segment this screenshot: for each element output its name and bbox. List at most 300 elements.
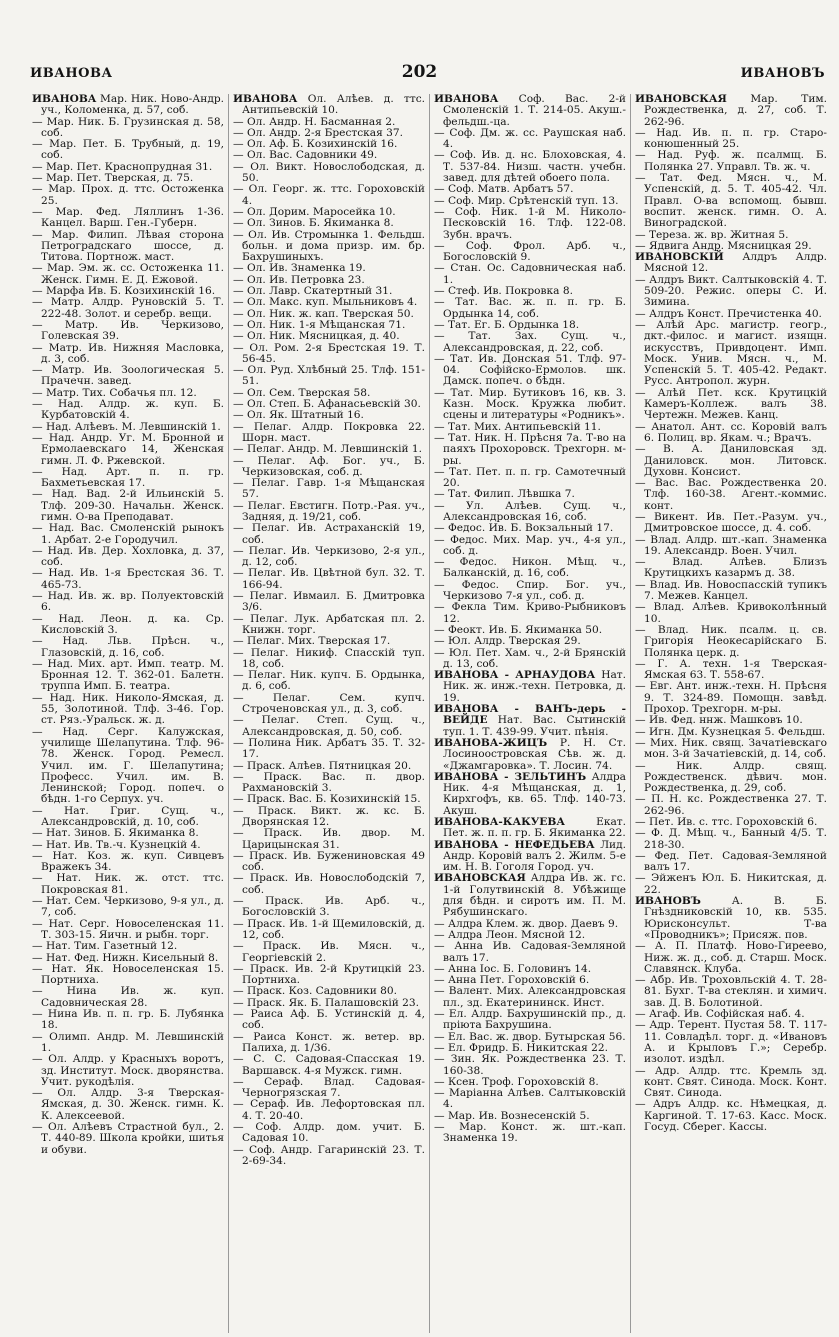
surname-heading: ИВАНОВА - ВАНЪ-дерь - ВЕЙДЕ: [434, 703, 626, 727]
directory-entry: [434, 772, 626, 817]
entry-text: — Ол. Дорим. Маросейка 10.: [233, 205, 396, 218]
entry-text: А. В. Б. Гнѣздниковскій 10, кв. 535. Юрисконсульт. Т-ва «Проводникъ»; Присяж. пов.: [644, 895, 827, 941]
surname-heading: ИВАНОВСКІЙ: [635, 251, 724, 264]
directory-entry: [434, 241, 626, 264]
entry-text: — Пелаг. Степ. Сущ. ч., Александровская, д. 50, соб.: [233, 714, 425, 738]
entry-text: — Анатол. Ант. сс. Коровій валъ 6. Полиц. вр. Якам. ч.; Врачъ.: [635, 420, 827, 444]
entry-text: — Мар. Пет. Б. Трубный, д. 19, соб.: [32, 138, 224, 162]
entry-text: — Пелаг. Лук. Арбатская пл. 2. Книжн. торг.: [233, 612, 425, 636]
directory-entry: [32, 117, 224, 140]
entry-text: — Над. Алѣевъ. М. Левшинскій 1.: [32, 420, 221, 433]
directory-entry: [233, 422, 425, 445]
directory-entry: [434, 94, 626, 128]
directory-entry: [32, 523, 224, 546]
directory-entry: [434, 433, 626, 467]
column-4: [630, 94, 831, 1333]
directory-entry: [32, 1009, 224, 1032]
entry-text: — Маріанна Алѣев. Салтыковскій 4.: [434, 1087, 626, 1111]
entry-text: — Пет. Ив. с. ттс. Гороховскій 6.: [635, 816, 818, 828]
entry-text: Нат. Ник. ж. инж.-техн. Петровка, д. 19.: [443, 669, 626, 704]
running-head-right: ИВАНОВЪ: [740, 66, 825, 81]
directory-entry: [233, 501, 425, 524]
entry-text: — Над. Вас. Смоленскій рынокъ 1. Арбат. 2-е Городучил.: [32, 522, 224, 546]
directory-entry: [233, 851, 425, 874]
directory-entry: [233, 1099, 425, 1122]
directory-entry: [32, 693, 224, 727]
directory-entry: [635, 557, 827, 580]
entry-text: — Тат. Пет. п. п. гр. Самотечный 20.: [434, 465, 626, 490]
entry-text: — Тат. Ив. Донская 51. Тлф. 97-04. Софійско-Ермолов. шк. Дамск. попеч. о бѣдн.: [434, 352, 626, 388]
entry-text: — Праск. Ив. Арб. ч., Богословскій 3.: [233, 895, 425, 919]
directory-entry: [233, 1009, 425, 1032]
directory-entry: [233, 715, 425, 738]
directory-entry: [32, 297, 224, 320]
entry-text: — Эйженъ Юл. Б. Никитская, д. 22.: [635, 872, 827, 896]
entry-text: — Ол. Сем. Тверская 58.: [233, 386, 371, 399]
entry-text: — Пелаг. Евстигн. Потр.-Рая. уч., Задняя, д. 19/21, соб.: [233, 499, 425, 523]
directory-entry: [233, 1054, 425, 1077]
entry-text: — Юл. Пет. Хам. ч., 2-й Брянскій д. 13, соб.: [434, 646, 626, 670]
entry-text: — Стан. Ос. Садовническая наб. 1.: [434, 262, 626, 286]
entry-text: — Феокт. Ив. Б. Якиманка 50.: [434, 623, 603, 636]
entry-text: — Нат. Григ. Сущ. ч., Александровскій, д. 10, соб.: [32, 804, 224, 828]
directory-entry: [434, 535, 626, 558]
directory-entry: [434, 580, 626, 603]
directory-entry: [635, 625, 827, 659]
entry-text: — Агаф. Ив. Софійская наб. 4.: [635, 1008, 805, 1021]
directory-entry: [233, 478, 425, 501]
entry-text: — Ол. Викт. Новослободская, д. 50.: [233, 160, 425, 185]
entry-text: — Мар. Пет. Краснопрудная 31.: [32, 160, 213, 173]
entry-text: — Праск. Ив. 2-й Крутицкій 23. Портниха.: [233, 962, 425, 987]
entry-text: Алдръ Алдр. Мясной 12.: [644, 251, 828, 275]
entry-text: — Юл. Алдр. Тверская 29.: [434, 635, 581, 648]
directory-entry: [233, 456, 425, 479]
directory-entry: [635, 602, 827, 625]
entry-text: — Алдра Клем. ж. двор. Даевъ 9.: [434, 917, 619, 930]
directory-entry: [635, 761, 827, 795]
entry-text: — Фекла Тим. Криво-Рыбниковъ 12.: [434, 601, 626, 625]
directory-entry: [635, 150, 827, 173]
directory-entry: [32, 806, 224, 829]
directory-entry: [32, 365, 224, 388]
page-number: 202: [401, 62, 438, 82]
entry-text: — Мар. Конст. ж. шт.-кап. Знаменка 19.: [434, 1121, 626, 1145]
directory-entry: [233, 230, 425, 264]
entry-text: — Праск. Викт. ж. кс. Б. Дворянская 12.: [233, 804, 425, 828]
directory-entry: [434, 817, 626, 840]
directory-entry: [32, 614, 224, 637]
entry-text: — Пелаг. Никиф. Спасскій туп. 18, соб.: [233, 646, 425, 670]
entry-text: Алдра Ник. 4-я Мѣщанская, д. 1, Кирхгофъ, кв. 65. Тлф. 140-73. Акуш.: [443, 770, 626, 817]
entry-text: — Матр. Алдр. Руновскій 5. Т. 222-48. Золот. и серебр. вещи.: [32, 296, 224, 320]
entry-text: — Пелаг. Аф. Бог. уч., Б. Черкизовская, соб. д.: [233, 454, 425, 478]
directory-entry: [32, 1032, 224, 1055]
directory-entry: [233, 365, 425, 388]
entry-text: — Раиса Конст. ж. ветер. вр. Палиха, д. 1/36.: [233, 1030, 425, 1054]
entry-text: — Адръ Алдр. кс. Нѣмецкая, д. Каргиной. Т. 17-63. Касс. Моск. Госуд. Сберег. Кассы.: [635, 1098, 827, 1134]
directory-entry: [434, 648, 626, 671]
directory-entry: [635, 535, 827, 558]
entry-text: — Нат. Ив. Тв.-ч. Кузнецкій 4.: [32, 838, 201, 851]
directory-entry: [32, 896, 224, 919]
entry-text: — Пелаг. Гавр. 1-я Мѣщанская 57.: [233, 477, 425, 501]
entry-text: — Соф. Алдр. дом. учит. Б. Садовая 10.: [233, 1121, 425, 1145]
directory-entry: [233, 772, 425, 795]
entry-text: — Ол. Алѣевъ Страстной бул., 2. Т. 440-89. Школа кройки, шитья и обуви.: [32, 1121, 224, 1156]
directory-entry: [434, 128, 626, 151]
directory-entry: [635, 580, 827, 603]
entry-text: — Ул. Алѣев. Сущ. ч., Александровская 16, соб.: [434, 499, 626, 523]
entry-text: — Матр. Ив. Зоологическая 5. Прачечн. завед.: [32, 364, 224, 388]
entry-text: — Над. Леон. д. ка. Ср. Кисловскій 3.: [32, 612, 224, 636]
directory-entry: [32, 139, 224, 162]
entry-text: — Анна Пет. Гороховскій 6.: [434, 974, 590, 987]
surname-heading: ИВАНОВА - АРНАУДОВА: [434, 669, 596, 682]
entry-text: — Влад. Ник. псалм. ц. св. Григорія Неокесарійскаго Б. Полянка церк. д.: [635, 623, 827, 659]
directory-entry: [635, 828, 827, 851]
entry-text: — Праск. Ив. двор. М. Царицынская 31.: [233, 827, 425, 851]
column-3: [429, 94, 630, 1333]
column-2: [228, 94, 429, 1333]
entry-text: — Ол. Андр. 2-я Брестская 37.: [233, 126, 404, 139]
entry-text: — Г. А. техн. 1-я Тверская-Ямская 63. Т. 558-67.: [635, 657, 827, 682]
directory-entry: [32, 727, 224, 806]
entry-text: — Игн. Дм. Кузнецкая 5. Фельдш.: [635, 725, 826, 738]
entry-text: — Праск. Коз. Садовники 80.: [233, 985, 397, 998]
directory-entry: [635, 1066, 827, 1100]
entry-text: — Пелаг. Алдр. Покровка 22. Шорн. маст.: [233, 420, 425, 444]
entry-text: — Влад. Алѣев. Кривоколѣнный 10.: [635, 601, 827, 625]
entry-text: — Соф. Фрол. Арб. ч., Богословскій 9.: [434, 239, 626, 264]
directory-entry: [233, 94, 425, 117]
directory-entry: [32, 636, 224, 659]
running-head-left: ИВАНОВА: [30, 66, 113, 81]
entry-text: — Пелаг. Ник. купч. Б. Ордынка, д. 6, соб.: [233, 669, 425, 693]
directory-entry: [233, 806, 425, 829]
directory-entry: [233, 693, 425, 716]
directory-entry: [32, 399, 224, 422]
entry-text: — Ол. Степ. Б. Афанасьевскій 30.: [233, 398, 421, 411]
directory-entry: [434, 602, 626, 625]
directory-entry: [233, 184, 425, 207]
directory-entry: [32, 964, 224, 987]
directory-entry: [32, 1122, 224, 1156]
entry-text: — Пелаг. Андр. М. Левшинскій 1.: [233, 443, 423, 456]
entry-text: — Над. Мих. арт. Имп. театр. М. Бронная 12. Т. 362-01. Балетн. труппа Имп. Б. театра.: [32, 657, 224, 693]
directory-entry: [32, 433, 224, 467]
entry-text: — Матр. Ив. Нижняя Масловка, д. 3, соб.: [32, 341, 224, 365]
entry-text: — Ол. Макс. куп. Мыльниковъ 4.: [233, 296, 418, 309]
entry-text: — Стеф. Ив. Покровка 8.: [434, 285, 573, 298]
directory-entry: [233, 523, 425, 546]
directory-entry: [635, 173, 827, 229]
entry-text: — Праск. Ив. Новослободскій 7, соб.: [233, 872, 425, 896]
entry-text: — Ол. Андр. Н. Басманная 2.: [233, 115, 396, 128]
surname-heading: ИВАНОВСКАЯ: [434, 872, 526, 885]
entry-text: — Пелаг. Ив. Цвѣтной бул. 32. Т. 166-94.: [233, 567, 425, 591]
entry-text: — Ф. Д. Мѣщ. ч., Банный 4/5. Т. 218-30.: [635, 827, 827, 851]
directory-entry: [233, 591, 425, 614]
surname-heading: ИВАНОВА-КАКУЕВА: [434, 816, 565, 828]
entry-text: — Ол. Алдр. у Красныхъ воротъ, зд. Институт. Моск. дворянства. Учит. рукодѣлія.: [32, 1053, 224, 1088]
directory-entry: [32, 919, 224, 942]
directory-entry: [32, 873, 224, 896]
entry-text: — Тереза. ж. вр. Житная 5.: [635, 228, 789, 241]
entry-text: — Тат. Ник. Н. Прѣсня 7а. Т-во на паяхъ Прохоровск. Трехгорн. м-ры.: [434, 431, 626, 467]
directory-entry: [434, 557, 626, 580]
directory-entry: [434, 263, 626, 286]
directory-entry: [233, 1145, 425, 1168]
entry-text: — Тат. Ег. Б. Ордынка 18.: [434, 318, 580, 331]
entry-text: — Над. Ник. Николо-Ямская, д. 55, Золотиной. Тлф. 3-46. Гор. ст. Ряз.-Уральск. ж. д.: [32, 691, 224, 727]
entry-text: — Тат. Мих. Антипьевскій 11.: [434, 420, 601, 433]
entry-text: — Ол. Аф. Б. Козихинскій 16.: [233, 138, 398, 151]
entry-text: — Нат. Фед. Нижн. Кисельный 8.: [32, 951, 219, 964]
directory-entry: [32, 320, 224, 343]
entry-text: — Над. Ив. 1-я Брестская 36. Т. 465-73.: [32, 567, 224, 591]
directory-entry: [635, 738, 827, 761]
directory-entry: [635, 1020, 827, 1065]
entry-text: — Ол. Лавр. Скатертный 31.: [233, 285, 393, 298]
entry-text: — Мих. Ник. свящ. Зачатіевскаго мон. 3-й Зачатіевскій, д. 14, соб.: [635, 736, 827, 761]
entry-text: — Ксен. Троф. Гороховскій 8.: [434, 1075, 599, 1088]
entry-text: — Пелаг. Сем. купч. Строченовская ул., д. 3, соб.: [233, 691, 425, 716]
directory-entry: [233, 343, 425, 366]
entry-text: — Мар. Прох. д. ттс. Остоженка 25.: [32, 183, 224, 207]
entry-text: — Соф. Ив. д. нс. Блоховская, 4. Т. 537-84. Низш. частн. учебн. завед. для дѣтей обоего пола.: [434, 149, 626, 185]
entry-text: — Сераф. Ив. Лефортовская пл. 4. Т. 20-40.: [233, 1098, 425, 1122]
entry-text: — Ел. Вас. ж. двор. Бутырская 56.: [434, 1030, 626, 1043]
entry-text: Нат. Вас. Сытинскій туп. 1. Т. 439-99. Учит. пѣнія.: [443, 714, 626, 738]
directory-entry: [233, 964, 425, 987]
entry-text: — Федос. Мих. Мар. уч., 4-я ул., соб. д.: [434, 533, 626, 557]
entry-text: — Мар. Ив. Вознесенскій 5.: [434, 1109, 590, 1122]
entry-text: — Алдръ Викт. Салтыковскій 4. Т. 509-20. Режис. оперы С. И. Зимина.: [635, 273, 827, 309]
directory-entry: [635, 681, 827, 715]
directory-entry: [434, 738, 626, 772]
entry-text: — Нат. Сем. Черкизово, 9-я ул., д. 7, соб.: [32, 895, 224, 919]
entry-text: — Ол. Ив. Знаменка 19.: [233, 262, 366, 275]
entry-text: — Ол. Як. Штатный 16.: [233, 409, 364, 422]
directory-entry: [635, 941, 827, 975]
entry-text: — Мар. Эм. ж. сс. Остоженка 11. Женск. Гимн. Е. Д. Ежовой.: [32, 262, 224, 286]
directory-entry: [434, 501, 626, 524]
directory-entry: [635, 851, 827, 874]
directory-entry: [32, 986, 224, 1009]
surname-heading: ИВАНОВА-ЖИЦЪ: [434, 736, 548, 749]
entry-text: — Ол. Ник. ж. кап. Тверская 50.: [233, 307, 414, 320]
directory-entry: [32, 546, 224, 569]
directory-entry: [635, 252, 827, 275]
entry-text: — Ол. Ив. Петровка 23.: [233, 273, 365, 286]
directory-entry: [434, 873, 626, 918]
entry-text: — Нат. Зинов. Б. Якиманка 8.: [32, 827, 199, 840]
entry-text: — Над. Андр. Уг. М. Бронной и Ермолаевскаго 14, Женская гимн. Л. Ф. Ржевской.: [32, 431, 224, 467]
entry-text: — Над. Вад. 2-й Ильинскій 5. Тлф. 209-30. Начальн. Женск. гимн. О-ва Преподават.: [32, 488, 224, 523]
entry-text: — Ол. Георг. ж. ттс. Гороховскій 4.: [233, 183, 425, 207]
entry-text: — Соф. Дм. ж. сс. Раушская наб. 4.: [434, 126, 626, 151]
entry-text: — Олимп. Андр. М. Левшинскій 1.: [32, 1030, 224, 1054]
directory-entry: [32, 851, 224, 874]
directory-entry: [32, 568, 224, 591]
directory-entry: [635, 128, 827, 151]
directory-entry: [233, 941, 425, 964]
entry-text: — Праск. Ив. 1-й Щемиловскій, д. 12, соб.: [233, 917, 425, 941]
directory-entry: [635, 320, 827, 388]
entry-text: — Над. Руф. ж. псалмщ. Б. Полянка 27. Управл. Тв. ж. ч.: [635, 149, 827, 173]
entry-text: — Фед. Пет. Садовая-Земляной валъ 17.: [635, 849, 827, 874]
entry-text: — Федос. Никон. Мѣщ. ч., Балканскій, д. 16, соб.: [434, 556, 626, 580]
directory-entry: [434, 207, 626, 241]
directory-entry: [434, 297, 626, 320]
entry-text: — Соф. Ник. 1-й М. Николо-Песковскій 16. Тлф. 122-08. Зубн. врачъ.: [434, 205, 626, 241]
directory-entry: [635, 388, 827, 422]
entry-text: — Анна Іос. Б. Головинъ 14.: [434, 962, 592, 975]
entry-text: — Валент. Мих. Александровская пл., зд. Екатерининск. Инст.: [434, 985, 626, 1009]
directory-entry: [434, 331, 626, 354]
entry-text: Алдра Ив. ж. гс. 1-й Голутвинскій 8. Убѣжище для бѣдн. и сиротъ им. П. М. Рябушинскаго.: [443, 872, 627, 919]
entry-text: — Пелаг. Ивмаил. Б. Дмитровка 3/6.: [233, 590, 425, 614]
entry-text: — Алдръ Конст. Пречистенка 40.: [635, 307, 822, 320]
directory-entry: [434, 986, 626, 1009]
entry-text: — Марфа Ив. Б. Козихинскій 16.: [32, 285, 216, 298]
entry-text: — Сераф. Влад. Садовая-Черногрязская 7.: [233, 1075, 425, 1100]
entry-text: — Соф. Матв. Арбатъ 57.: [434, 183, 574, 196]
entry-text: — П. Н. кс. Рождественка 27. Т. 262-96.: [635, 793, 827, 817]
entry-text: — Праск. Вас. Б. Козихинскій 15.: [233, 793, 421, 806]
entry-text: — Тат. Зах. Сущ. ч., Александровская, д. 22, соб.: [434, 330, 626, 354]
entry-text: — Тат. Филип. Лѣвшка 7.: [434, 488, 575, 501]
directory-entry: [635, 94, 827, 128]
entry-text: — Ив. Фед. ннж. Машковъ 10.: [635, 714, 803, 727]
entry-text: — Над. Алдр. ж. куп. Б. Курбатовскій 4.: [32, 398, 224, 422]
columns-container: [28, 94, 831, 1333]
surname-heading: ИВАНОВСКАЯ: [635, 94, 727, 105]
surname-heading: ИВАНОВА - НЕФЕДЬЕВА: [434, 838, 595, 851]
entry-text: — Соф. Мир. Срѣтенскій туп. 13.: [434, 194, 619, 207]
entry-text: — Ол. Ник. 1-я Мѣщанская 71.: [233, 318, 406, 331]
surname-heading: ИВАНОВЪ: [635, 895, 701, 908]
entry-text: — Ол. Руд. Хлѣбный 25. Тлф. 151-51.: [233, 364, 425, 388]
entry-text: — Анна Ив. Садовая-Земляной валъ 17.: [434, 940, 626, 964]
entry-text: — Ол. Ив. Стромынка 1. Фельдш. больн. и дома призр. им. бр. Бахрушиныхъ.: [233, 228, 425, 264]
directory-entry: [32, 230, 224, 264]
entry-text: — Праск. Алѣев. Пятницкая 20.: [233, 759, 412, 772]
directory-entry: [233, 614, 425, 637]
entry-text: — Федос. Спир. Бог. уч., Черкизово 7-я ул., соб. д.: [434, 578, 626, 603]
directory-entry: [32, 94, 224, 117]
entry-text: — Над. Льв. Прѣсн. ч., Глазовскій, д. 16, соб.: [32, 635, 224, 659]
entry-text: — Нина Ив. ж. куп. Садовническая 28.: [32, 985, 224, 1009]
entry-text: Мар. Ник. Ново-Андр. уч., Коломенка, д. 57, соб.: [41, 94, 224, 117]
surname-heading: ИВАНОВА: [233, 94, 298, 105]
entry-text: — Над. Ив. ж. вр. Полуектовскій 6.: [32, 590, 224, 614]
directory-entry: [635, 275, 827, 309]
directory-entry: [233, 1077, 425, 1100]
directory-entry: [32, 263, 224, 286]
entry-text: — Влад. Ив. Новоспасскій тупикъ 7. Межев. Канцел.: [635, 578, 827, 603]
entry-text: — Алѣй Пет. кск. Крутицкій Камеръ-Коллеж. валъ 38. Чертежн. Межев. Канц.: [635, 386, 827, 422]
directory-entry: [32, 659, 224, 693]
directory-entry: [233, 568, 425, 591]
directory-entry: [32, 184, 224, 207]
entry-text: Р. Н. Ст. Лосиноостровская Сѣв. ж. д. «Джамгаровка». Т. Лосин. 74.: [443, 736, 626, 772]
entry-text: — Викент. Ив. Пет.-Разум. уч., Дмитровское шоссе, д. 4. соб.: [635, 510, 827, 535]
entry-text: — Ол. Алдр. 3-я Тверская-Ямская, д. 30. Женск. гимн. К. К. Алексеевой.: [32, 1087, 224, 1122]
entry-text: — Над. Арт. п. п. гр. Бахметьевская 17.: [32, 465, 224, 490]
entry-text: — Полина Ник. Арбатъ 35. Т. 32-17.: [233, 736, 425, 761]
directory-entry: [635, 896, 827, 941]
entry-text: — Евг. Ант. инж.-техн. Н. Прѣсня 9. Т. 324-89. Помощн. завѣд. Прохор. Трехгорн. м-ры.: [635, 680, 827, 716]
directory-entry: [434, 150, 626, 184]
entry-text: Ол. Алѣев. д. ттс. Антипьевскій 10.: [242, 94, 425, 117]
directory-entry: [434, 1122, 626, 1145]
entry-text: — Мар. Пет. Тверская, д. 75.: [32, 172, 194, 185]
entry-text: — Мар. Ник. Б. Грузинская д. 58, соб.: [32, 115, 224, 139]
directory-entry: [32, 591, 224, 614]
entry-text: — Ол. Ром. 2-я Брестская 19. Т. 56-45.: [233, 341, 425, 365]
entry-text: — Ол. Вас. Садовники 49.: [233, 149, 378, 162]
directory-entry: [32, 207, 224, 230]
entry-text: — Мар. Филип. Лѣвая сторона Петроградскаго шоссе, д. Титова. Портнож. маст.: [32, 228, 224, 264]
directory-entry: [233, 162, 425, 185]
entry-text: — Нат. Тим. Газетный 12.: [32, 940, 178, 953]
directory-entry: [635, 422, 827, 445]
entry-text: — Ник. Алдр. свящ. Рождественск. дѣвич. мон. Рождественка, д. 29, соб.: [635, 759, 827, 795]
entry-text: — Над. Ив. п. п. гр. Старо-конюшенный 25.: [635, 126, 827, 151]
directory-entry: [434, 1009, 626, 1032]
entry-text: — Над. Серг. Калужская, училище Шелапутина. Тлф. 96-78. Женск. Город. Ремесл. Учил. им. Г. Шелапутина; Професс. Учил. им. В. Ленинской; Город. попеч. о бѣдн. 1-го Серпух. уч.: [32, 725, 224, 806]
directory-entry: [32, 1088, 224, 1122]
entry-text: — Праск. Ив. Мясн. ч., Георгіевскій 2.: [233, 940, 425, 964]
entry-text: — Праск. Як. Б. Палашовскій 23.: [233, 996, 420, 1009]
entry-text: — Адр. Терент. Пустая 58. Т. 117-11. Совладѣл. торг. д. «Ивановъ А. и Крыловъ Г.»; Серебр. изолот. издѣл.: [635, 1019, 827, 1066]
entry-text: — Ол. Ник. Мясницкая, д. 40.: [233, 330, 400, 343]
entry-text: — А. П. Платф. Ново-Гиреево, Ниж. ж. д., соб. д. Старш. Моск. Славянск. Клуба.: [635, 940, 827, 975]
entry-text: — Абр. Ив. Троховльскій 4. Т. 28-81. Бухг. Т-ва стеклян. и химич. зав. Д. В. Болотиной.: [635, 974, 827, 1009]
entry-text: — Нат. Коз. ж. куп. Сивцевъ Вражекъ 34.: [32, 849, 224, 874]
entry-text: — Ол. Зинов. Б. Якиманка 8.: [233, 217, 394, 230]
entry-text: — Зин. Як. Рождественка 23. Т. 160-38.: [434, 1053, 626, 1077]
directory-entry: [635, 873, 827, 896]
entry-text: — Адр. Алдр. ттс. Кремль зд. конт. Свят. Синода. Моск. Конт. Свят. Синода.: [635, 1064, 827, 1100]
directory-entry: [434, 704, 626, 738]
directory-entry: [635, 659, 827, 682]
entry-text: — Соф. Андр. Гагаринскій 23. Т. 2-69-34.: [233, 1143, 425, 1167]
entry-text: — Мар. Фед. Ляллинъ 1-36. Канцел. Варш. Ген.-Губерн.: [32, 205, 224, 230]
entry-text: — С. С. Садовая-Спасская 19. Варшавск. 4-я Мужск. гимн.: [233, 1053, 425, 1077]
entry-text: — Матр. Тих. Собачья пл. 12.: [32, 386, 197, 399]
entry-text: — Пелаг. Ив. Черкизово, 2-я ул., д. 12, соб.: [233, 544, 425, 569]
surname-heading: ИВАНОВА: [434, 94, 499, 105]
entry-text: — Праск. Вас. п. двор. Рахмановскій 3.: [233, 770, 425, 795]
entry-text: — Нат. Як. Новоселенская 15. Портниха.: [32, 962, 224, 987]
entry-text: — Праск. Ив. Бужениновская 49 соб.: [233, 849, 425, 874]
directory-entry: [233, 828, 425, 851]
entry-text: — Ядвига Андр. Мясницкая 29.: [635, 239, 812, 252]
directory-entry: [635, 794, 827, 817]
directory-entry: [233, 648, 425, 671]
directory-entry: [32, 1054, 224, 1088]
directory-entry: [233, 873, 425, 896]
directory-entry: [635, 975, 827, 1009]
entry-text: — Нина Ив. п. п. гр. Б. Лубянка 18.: [32, 1008, 224, 1032]
entry-text: — Нат. Серг. Новоселенская 11. Т. 303-15. Яичн. и рыбн. торг.: [32, 917, 224, 941]
directory-entry: [233, 1122, 425, 1145]
entry-text: — Нат. Ник. ж. отст. ттс. Покровская 81.: [32, 872, 224, 896]
directory-entry: [233, 1032, 425, 1055]
